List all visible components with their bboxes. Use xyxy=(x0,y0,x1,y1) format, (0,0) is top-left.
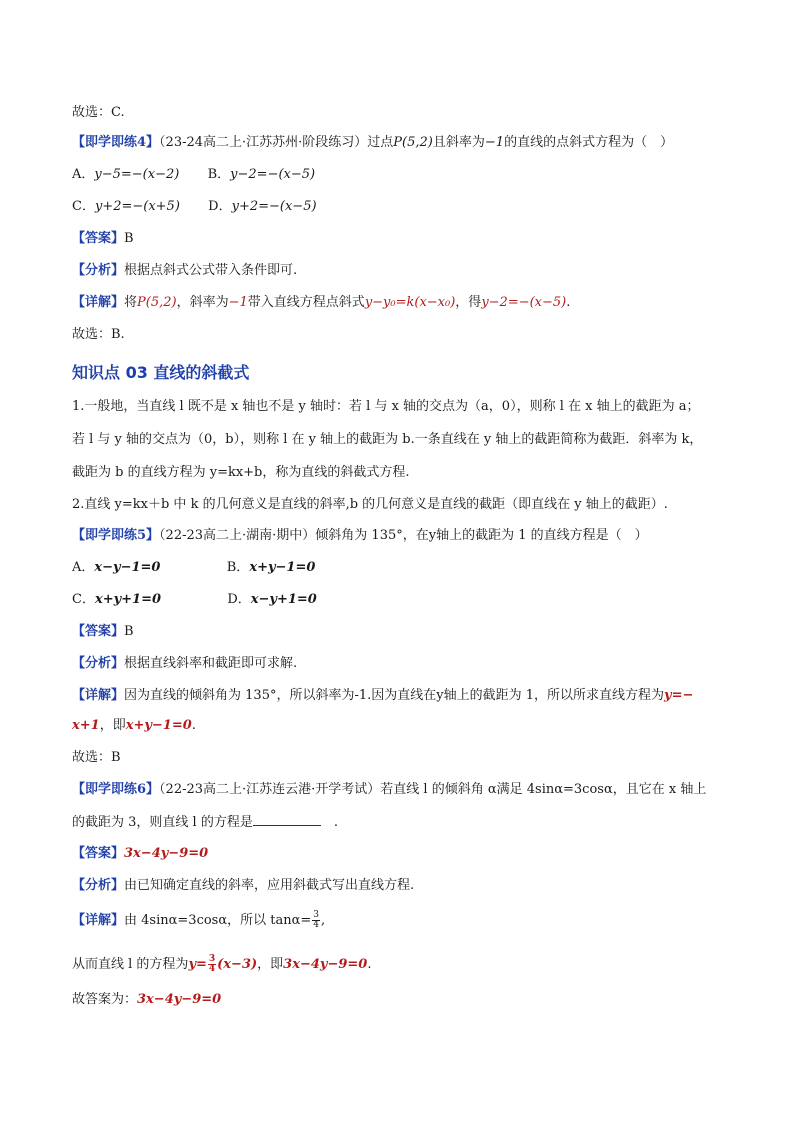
exercise-4-detail: 【详解】将P(5,2)，斜率为−1带入直线方程点斜式y−y₀=k(x−x₀)，得y−2=−(x−5). xyxy=(72,295,571,310)
exercise-5-question: 【即学即练5】（22-23高二上·湖南·期中）倾斜角为 135°，在y轴上的截距为 1 的直线方程是（ ） xyxy=(72,528,648,543)
exercise-6-final-answer: 故答案为：3x−4y−9=0 xyxy=(72,992,222,1007)
exercise-5-options-cd: C．x+y+1=0 D．x−y+1=0 xyxy=(72,592,317,607)
exercise-4-options-cd: C．y+2=−(x+5) D．y+2=−(x−5) xyxy=(72,199,317,214)
answer-blank xyxy=(253,813,321,826)
exercise-5-answer: 【答案】B xyxy=(72,624,134,639)
fraction: $\frac{3}{4}$ xyxy=(313,910,320,930)
exercise-6-answer: 【答案】3x−4y−9=0 xyxy=(72,846,209,861)
exercise-4-answer: 【答案】B xyxy=(72,231,134,246)
paragraph-2: 2.直线 y=kx＋b 中 k 的几何意义是直线的斜率,b 的几何意义是直线的截距（即直线在 y 轴上的截距）. xyxy=(72,497,668,512)
exercise-4-analysis: 【分析】根据点斜式公式带入条件即可. xyxy=(72,263,298,278)
paragraph-1a: 1.一般地，当直线 l 既不是 x 轴也不是 y 轴时：若 l 与 x 轴的交点为（a，0），则称 l 在 x 轴上的截距为 a； xyxy=(72,399,700,414)
exercise-4-question: 【即学即练4】（23-24高二上·江苏苏州·阶段练习）过点P(5,2)且斜率为−1的直线的点斜式方程为（ ） xyxy=(72,135,674,150)
exercise-4-choice: 故选：B. xyxy=(72,327,125,342)
exercise-5-options-ab: A．x−y−1=0 B．x+y−1=0 xyxy=(72,560,316,575)
section-heading: 知识点 03 直线的斜截式 xyxy=(72,363,250,382)
exercise-tag: 【即学即练4】 xyxy=(72,135,160,150)
exercise-5-choice: 故选：B xyxy=(72,750,121,765)
fraction: $\frac{3}{4}$ xyxy=(208,954,216,974)
exercise-6-question-1: 【即学即练6】（22-23高二上·江苏连云港·开学考试）若直线 l 的倾斜角 α满足 4sinα=3cosα，且它在 x 轴上 xyxy=(72,782,707,797)
exercise-6-question-2: 的截距为 3，则直线 l 的方程是 . xyxy=(72,815,338,830)
exercise-6-detail-1: 【详解】由 4sinα=3cosα，所以 tanα= $\frac{3}{4}$ , xyxy=(72,910,326,930)
exercise-5-detail-1: 【详解】因为直线的倾斜角为 135°，所以斜率为-1.因为直线在y轴上的截距为 1，所以所求直线方程为y=− xyxy=(72,688,694,703)
exercise-6-detail-2: 从而直线 l 的方程为y= $\frac{3}{4}$ (x−3)，即3x−4y−9=0. xyxy=(72,954,372,974)
paragraph-1b: 若 l 与 y 轴的交点为（0，b），则称 l 在 y 轴上的截距为 b.一条直线在 y 轴上的截距简称为截距．斜率为 k， xyxy=(72,432,703,447)
exercise-4-options-ab: A．y−5=−(x−2) B．y−2=−(x−5) xyxy=(72,167,316,182)
exercise-6-analysis: 【分析】由已知确定直线的斜率，应用斜截式写出直线方程. xyxy=(72,878,415,893)
conclusion-c: 故选：C. xyxy=(72,105,125,120)
exercise-5-analysis: 【分析】根据直线斜率和截距即可求解. xyxy=(72,656,298,671)
paragraph-1c: 截距为 b 的直线方程为 y=kx+b，称为直线的斜截式方程. xyxy=(72,465,410,480)
exercise-5-detail-2: x+1，即x+y−1=0. xyxy=(72,718,196,733)
